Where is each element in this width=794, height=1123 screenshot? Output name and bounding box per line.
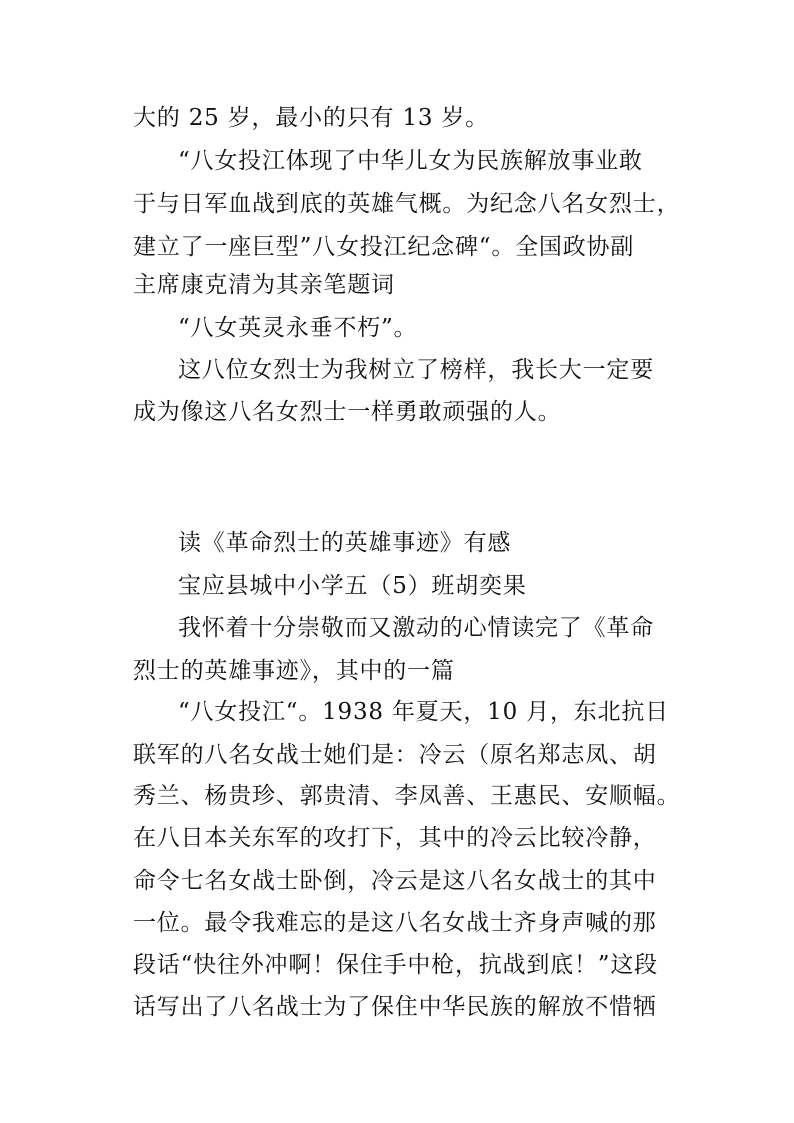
paragraph-line: 段话“快往外冲啊！保住手中枪，抗战到底！”这段: [133, 952, 658, 978]
paragraph-line: “八女英灵永垂不朽”。: [178, 315, 418, 341]
essay-title: 读《革命烈士的英雄事迹》有感: [178, 530, 512, 556]
paragraph-line: “八女投江“。1938 年夏天，10 月，东北抗日: [178, 699, 669, 725]
paragraph-line: 主席康克清为其亲笔题词: [133, 272, 395, 298]
paragraph-line: 命令七名女战士卧倒，冷云是这八名女战士的其中: [133, 868, 657, 894]
paragraph-line: 烈士的英雄事迹》，其中的一篇: [133, 658, 455, 684]
paragraph-line: 这八位女烈士为我树立了榜样，我长大一定要: [178, 357, 654, 383]
paragraph-line: 在八日本关东军的攻打下，其中的冷云比较冷静，: [133, 825, 657, 851]
paragraph-line: 成为像这八名女烈士一样勇敢顽强的人。: [133, 399, 562, 425]
paragraph-line: “八女投江体现了中华儿女为民族解放事业敢: [178, 148, 643, 174]
paragraph-line: 一位。最令我难忘的是这八名女战士齐身声喊的那: [133, 910, 657, 936]
author-line: 宝应县城中小学五（5）班胡奕果: [178, 573, 527, 599]
paragraph-line: 建立了一座巨型”八女投江纪念碑“。全国政协副: [133, 234, 635, 260]
paragraph-line: 联军的八名女战士她们是：冷云（原名郑志凤、胡: [133, 742, 657, 768]
paragraph-line: 话写出了八名战士为了保住中华民族的解放不惜牺: [133, 994, 657, 1020]
paragraph-line: 大的 25 岁，最小的只有 13 岁。: [133, 105, 489, 131]
paragraph-line: 于与日军血战到底的英雄气概。为纪念八名女烈士，: [133, 191, 681, 217]
paragraph-line: 秀兰、杨贵珍、郭贵清、李凤善、王惠民、安顺幅。: [133, 783, 681, 809]
paragraph-line: 我怀着十分崇敬而又激动的心情读完了《革命: [178, 615, 654, 641]
